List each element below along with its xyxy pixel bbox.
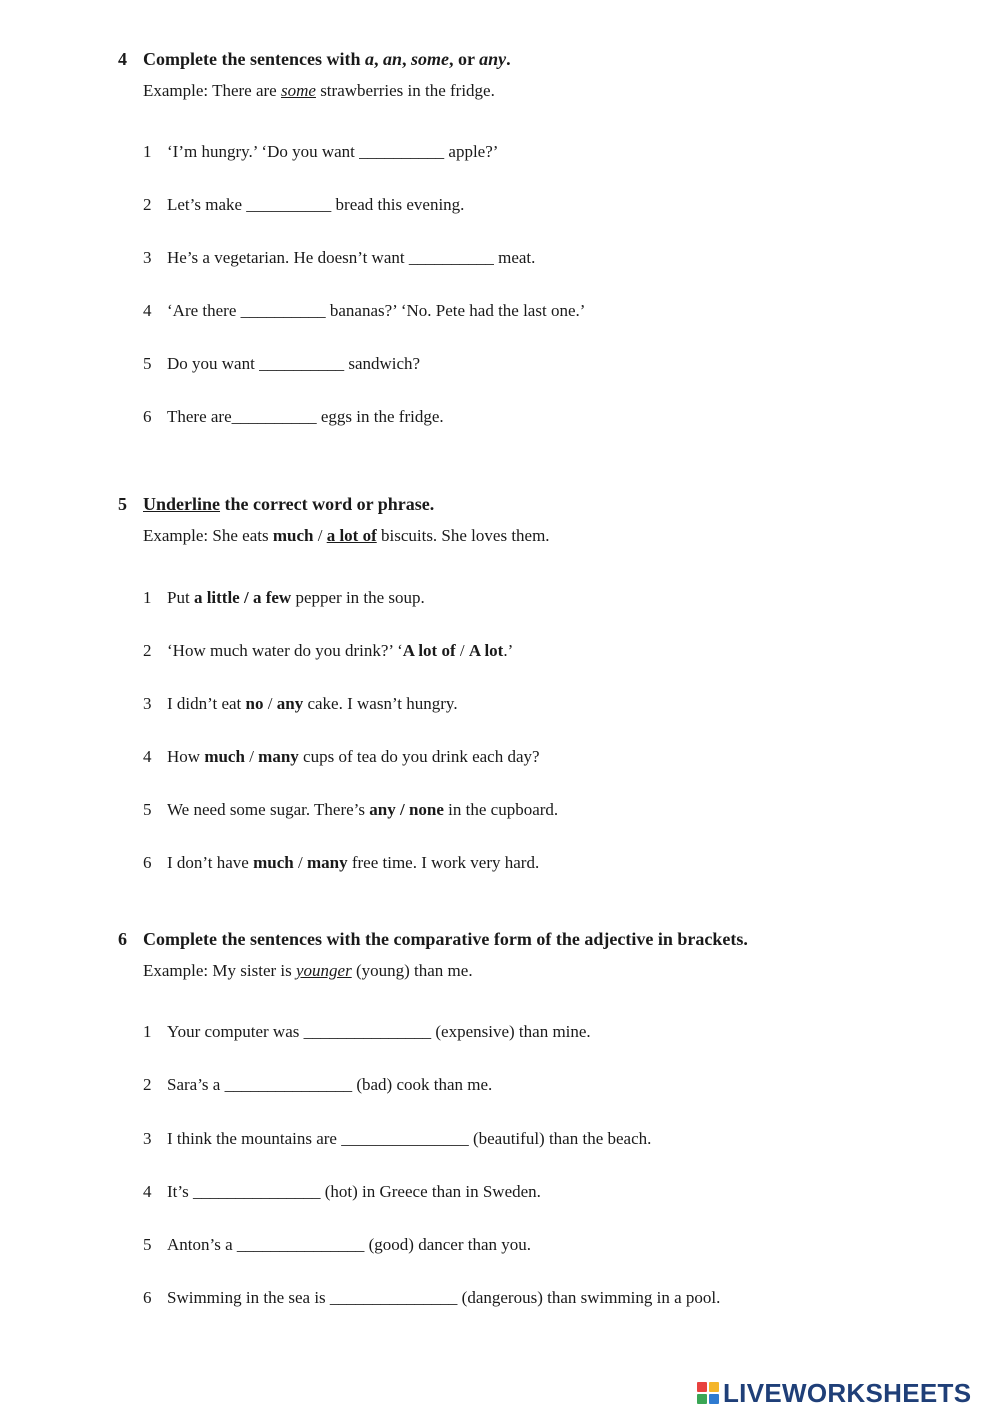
item-text: .’ [503, 641, 514, 660]
section-6-example [143, 961, 473, 981]
item-number: 5 [143, 354, 152, 373]
heading-text: , [401, 49, 411, 69]
option-separator: / [293, 853, 307, 872]
exercise-item[interactable] [143, 588, 425, 608]
exercise-item[interactable] [143, 1288, 720, 1308]
word-option[interactable]: much [253, 853, 294, 872]
item-number: 4 [143, 747, 152, 766]
exercise-item[interactable] [143, 747, 540, 767]
logo-square [697, 1394, 707, 1404]
exercise-item[interactable] [143, 301, 585, 321]
example-answer: younger [295, 961, 352, 980]
word-option[interactable]: A lot [468, 641, 504, 660]
item-number: 1 [143, 588, 152, 607]
option-separator: / [455, 641, 469, 660]
logo-square [709, 1394, 719, 1404]
item-text: I think the mountains are _______________ (beautiful) than the beach. [167, 1129, 652, 1148]
heading-word-some: some [410, 49, 449, 69]
exercise-item[interactable] [143, 800, 558, 820]
option-separator: / [244, 747, 259, 766]
item-text: ‘I’m hungry.’ ‘Do you want __________ apple?’ [167, 142, 499, 161]
exercise-item[interactable] [143, 641, 513, 661]
example-answer: a lot of [326, 526, 377, 545]
heading-underline-word: Underline [143, 494, 221, 514]
heading-text: the correct word or phrase. [220, 494, 435, 514]
item-text: Your computer was _______________ (expensive) than mine. [167, 1022, 591, 1041]
word-option[interactable]: many [306, 853, 348, 872]
example-answer: some [280, 81, 316, 100]
heading-word-an: an [382, 49, 402, 69]
word-option[interactable]: a little / a few [193, 588, 292, 607]
item-number: 3 [143, 1129, 152, 1148]
item-text: There are__________ eggs in the fridge. [167, 407, 444, 426]
section-4-heading [118, 49, 511, 70]
item-number: 2 [143, 1075, 152, 1094]
section-number: 6 [118, 929, 127, 949]
item-text: How [167, 747, 205, 766]
item-number: 6 [143, 1288, 152, 1307]
section-5-example [143, 526, 550, 546]
item-text: Sara’s a _______________ (bad) cook than me. [167, 1075, 493, 1094]
item-text: We need some sugar. There’s [167, 800, 370, 819]
item-text: cake. I wasn’t hungry. [303, 694, 458, 713]
heading-text: , or [448, 49, 480, 69]
exercise-item[interactable] [143, 1235, 531, 1255]
word-option[interactable]: A lot of [402, 641, 456, 660]
item-text: in the cupboard. [443, 800, 559, 819]
item-number: 4 [143, 1182, 152, 1201]
exercise-item[interactable] [143, 354, 420, 374]
item-text: Do you want __________ sandwich? [167, 354, 421, 373]
section-6-heading [118, 929, 748, 950]
option-separator: / [263, 694, 277, 713]
example-text: Example: She eats [143, 526, 273, 545]
word-option[interactable]: any [276, 694, 304, 713]
section-number: 4 [118, 49, 127, 69]
exercise-item[interactable] [143, 1075, 492, 1095]
word-option[interactable]: much [204, 747, 245, 766]
item-number: 3 [143, 248, 152, 267]
heading-text: Complete the sentences with [143, 49, 365, 69]
item-number: 5 [143, 800, 152, 819]
item-text: Swimming in the sea is _______________ (dangerous) than swimming in a pool. [167, 1288, 721, 1307]
logo-grid-icon [697, 1382, 719, 1404]
exercise-item[interactable] [143, 142, 498, 162]
option-separator: / [313, 526, 327, 545]
exercise-item[interactable] [143, 694, 458, 714]
logo-square [709, 1382, 719, 1392]
item-number: 2 [143, 641, 152, 660]
word-option[interactable]: any / none [369, 800, 444, 819]
item-text: ‘Are there __________ bananas?’ ‘No. Pete had the last one.’ [167, 301, 586, 320]
example-text: (young) than me. [351, 961, 473, 980]
item-text: ‘How much water do you drink?’ ‘ [167, 641, 403, 660]
logo-square [697, 1382, 707, 1392]
exercise-item[interactable] [143, 1022, 591, 1042]
example-option: much [272, 526, 314, 545]
section-number: 5 [118, 494, 127, 514]
item-text: I didn’t eat [167, 694, 246, 713]
heading-text: . [506, 49, 511, 69]
item-text: Let’s make __________ bread this evening. [167, 195, 465, 214]
item-text: I don’t have [167, 853, 254, 872]
item-number: 6 [143, 407, 152, 426]
heading-word-a: a [364, 49, 374, 69]
item-text: He’s a vegetarian. He doesn’t want __________ meat. [167, 248, 536, 267]
item-text: cups of tea do you drink each day? [298, 747, 540, 766]
heading-text: Complete the sentences with the comparative form of the adjective in brackets. [143, 929, 748, 949]
item-number: 4 [143, 301, 152, 320]
exercise-item[interactable] [143, 853, 539, 873]
item-text: pepper in the soup. [291, 588, 425, 607]
section-4-example [143, 81, 495, 101]
liveworksheets-logo[interactable] [697, 1378, 971, 1408]
item-number: 1 [143, 1022, 152, 1041]
example-text: Example: There are [143, 81, 281, 100]
example-text: Example: My sister is [143, 961, 296, 980]
item-number: 3 [143, 694, 152, 713]
item-number: 5 [143, 1235, 152, 1254]
item-text: free time. I work very hard. [347, 853, 540, 872]
heading-text: , [373, 49, 383, 69]
item-text: It’s _______________ (hot) in Greece than in Sweden. [167, 1182, 541, 1201]
logo-text: LIVEWORKSHEETS [723, 1377, 972, 1408]
exercise-item[interactable] [143, 407, 444, 427]
item-text: Put [167, 588, 194, 607]
exercise-item[interactable] [143, 195, 464, 215]
word-option[interactable]: many [258, 747, 299, 766]
example-text: biscuits. She loves them. [376, 526, 550, 545]
item-number: 2 [143, 195, 152, 214]
item-number: 1 [143, 142, 152, 161]
example-text: strawberries in the fridge. [315, 81, 495, 100]
exercise-item[interactable] [143, 1129, 651, 1149]
exercise-item[interactable] [143, 1182, 541, 1202]
item-text: Anton’s a _______________ (good) dancer than you. [167, 1235, 532, 1254]
word-option[interactable]: no [245, 694, 264, 713]
item-number: 6 [143, 853, 152, 872]
exercise-item[interactable] [143, 248, 535, 268]
section-5-heading [118, 494, 434, 515]
heading-word-any: any [479, 49, 507, 69]
